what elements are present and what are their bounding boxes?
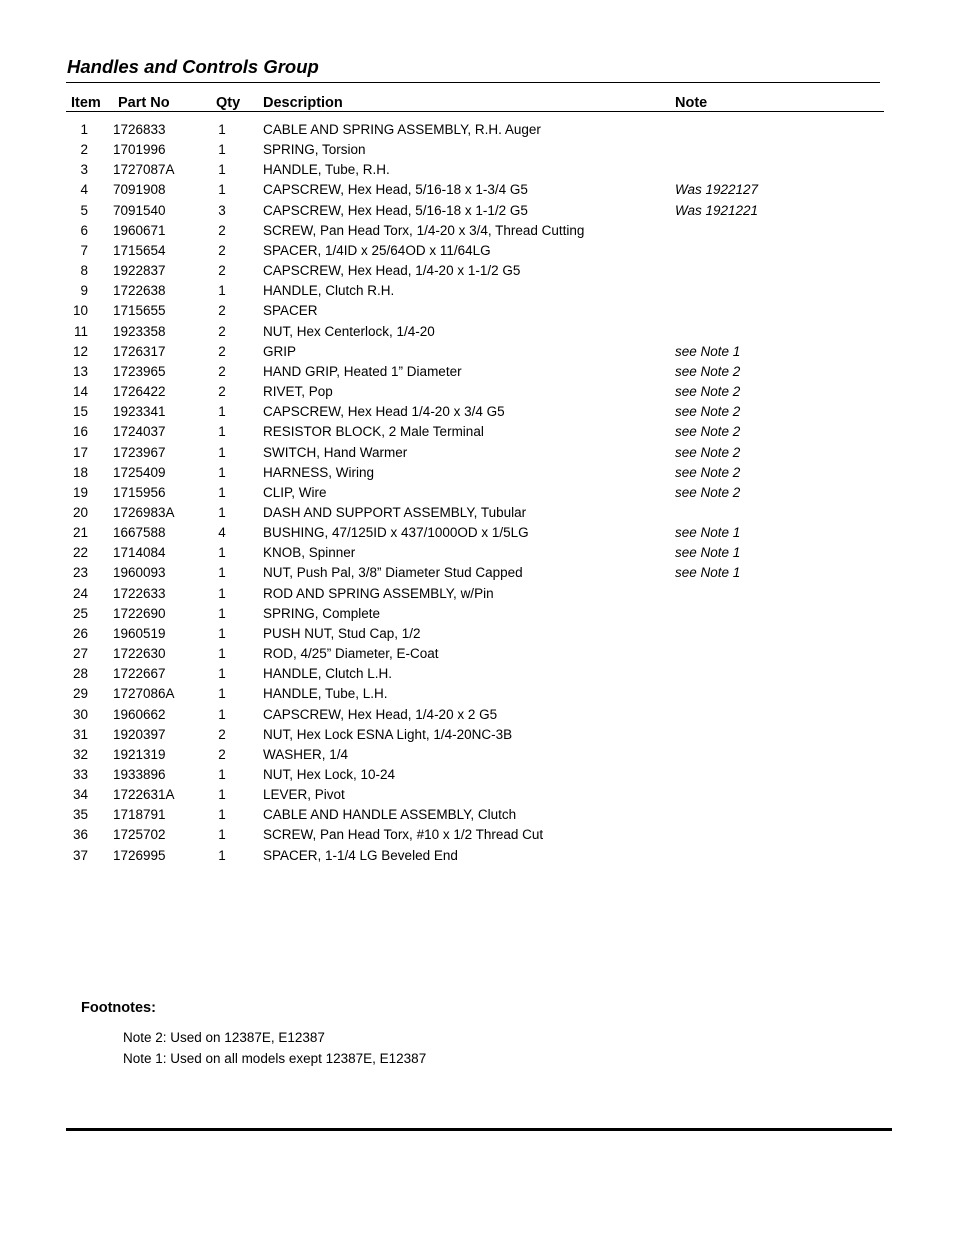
quantity: 2 <box>218 343 226 359</box>
note: see Note 2 <box>675 404 741 420</box>
part-number: 1667588 <box>113 525 166 541</box>
description: ROD AND SPRING ASSEMBLY, w/Pin <box>263 585 494 601</box>
part-number: 1960093 <box>113 565 166 581</box>
table-row <box>0 605 954 625</box>
table-row <box>0 464 954 484</box>
part-number: 1920397 <box>113 726 166 742</box>
item-number: 8 <box>80 263 88 279</box>
item-number: 12 <box>72 343 88 359</box>
quantity: 1 <box>218 404 226 420</box>
quantity: 1 <box>218 706 226 722</box>
header-description: Description <box>263 95 343 111</box>
quantity: 1 <box>218 142 226 158</box>
quantity: 1 <box>218 283 226 299</box>
table-row <box>0 625 954 645</box>
table-row <box>0 766 954 786</box>
footnotes-list <box>123 1027 426 1069</box>
item-number: 31 <box>72 726 88 742</box>
item-number: 22 <box>72 545 88 561</box>
footnote-line: Note 2: Used on 12387E, E12387 <box>123 1030 325 1045</box>
item-number: 10 <box>72 303 88 319</box>
description: PUSH NUT, Stud Cap, 1/2 <box>263 625 421 641</box>
note: see Note 2 <box>675 444 741 460</box>
quantity: 2 <box>218 746 226 762</box>
part-number: 1725409 <box>113 464 166 480</box>
table-row <box>0 746 954 766</box>
description: CABLE AND SPRING ASSEMBLY, R.H. Auger <box>263 122 541 137</box>
item-number: 4 <box>80 182 88 198</box>
part-number: 1960662 <box>113 706 166 722</box>
item-number: 35 <box>72 807 88 823</box>
quantity: 1 <box>218 424 226 440</box>
description: LEVER, Pivot <box>263 787 345 803</box>
footnotes-title: Footnotes: <box>81 1000 156 1016</box>
item-number: 21 <box>72 525 88 541</box>
quantity: 2 <box>218 242 226 258</box>
part-number: 1921319 <box>113 746 166 762</box>
bottom-divider <box>66 1128 892 1131</box>
quantity: 1 <box>218 484 226 500</box>
table-row <box>0 383 954 403</box>
quantity: 2 <box>218 222 226 238</box>
item-number: 9 <box>80 283 88 299</box>
quantity: 3 <box>218 202 226 218</box>
table-row <box>0 343 954 363</box>
part-number: 7091540 <box>113 202 166 218</box>
table-row <box>0 484 954 504</box>
description: RIVET, Pop <box>263 384 333 400</box>
description: BUSHING, 47/125ID x 437/1000OD x 1/5LG <box>263 525 529 541</box>
description: NUT, Hex Centerlock, 1/4-20 <box>263 323 435 339</box>
table-row <box>0 242 954 262</box>
part-number: 1922837 <box>113 263 166 279</box>
part-number: 1722638 <box>113 283 166 299</box>
item-number: 37 <box>72 847 88 863</box>
description: SCREW, Pan Head Torx, 1/4-20 x 3/4, Thread Cutting <box>263 222 585 238</box>
part-number: 1723965 <box>113 363 166 379</box>
part-number: 1727086A <box>113 686 175 702</box>
quantity: 1 <box>218 464 226 480</box>
description: HARNESS, Wiring <box>263 464 375 480</box>
item-number: 34 <box>72 787 88 803</box>
part-number: 1726317 <box>113 343 166 359</box>
part-number: 1726983A <box>113 504 175 520</box>
table-row <box>0 806 954 826</box>
quantity: 1 <box>218 827 226 843</box>
table-row <box>0 585 954 605</box>
part-number: 1726995 <box>113 847 166 863</box>
item-number: 3 <box>80 162 88 178</box>
description: SPACER, 1-1/4 LG Beveled End <box>263 847 458 863</box>
quantity: 1 <box>218 807 226 823</box>
note: Was 1921221 <box>675 202 759 218</box>
note: see Note 2 <box>675 363 741 379</box>
part-number: 1722667 <box>113 666 166 682</box>
table-row <box>0 141 954 161</box>
part-number: 1960671 <box>113 222 166 238</box>
item-number: 36 <box>72 827 88 843</box>
part-number: 1923341 <box>113 404 166 420</box>
table-row <box>0 564 954 584</box>
table-row <box>0 282 954 302</box>
description: RESISTOR BLOCK, 2 Male Terminal <box>263 424 484 440</box>
item-number: 25 <box>72 605 88 621</box>
table-row <box>0 685 954 705</box>
note: Was 1922127 <box>675 182 759 198</box>
description: CLIP, Wire <box>263 484 327 500</box>
part-number: 1701996 <box>113 142 166 158</box>
description: KNOB, Spinner <box>263 545 356 561</box>
item-number: 15 <box>72 404 88 420</box>
table-row <box>0 645 954 665</box>
item-number: 24 <box>72 585 88 601</box>
quantity: 1 <box>218 565 226 581</box>
description: SWITCH, Hand Warmer <box>263 444 408 460</box>
item-number: 13 <box>72 363 88 379</box>
part-number: 1715654 <box>113 242 166 258</box>
part-number: 7091908 <box>113 182 166 198</box>
quantity: 1 <box>218 504 226 520</box>
description: CAPSCREW, Hex Head, 1/4-20 x 1-1/2 G5 <box>263 263 521 279</box>
note: see Note 1 <box>675 525 741 541</box>
item-number: 32 <box>72 746 88 762</box>
part-number: 1725702 <box>113 827 166 843</box>
note: see Note 1 <box>675 545 741 561</box>
description: NUT, Hex Lock, 10-24 <box>263 767 396 782</box>
description: CAPSCREW, Hex Head 1/4-20 x 3/4 G5 <box>263 404 505 420</box>
table-row <box>0 181 954 201</box>
quantity: 1 <box>218 625 226 641</box>
table-row <box>0 544 954 564</box>
quantity: 1 <box>218 162 226 178</box>
title-divider <box>66 82 880 83</box>
part-number: 1722630 <box>113 646 166 662</box>
table-row <box>0 826 954 846</box>
item-number: 33 <box>72 767 88 782</box>
description: SPACER <box>263 303 318 319</box>
note: see Note 1 <box>675 565 741 581</box>
quantity: 2 <box>218 363 226 379</box>
item-number: 18 <box>72 464 88 480</box>
quantity: 2 <box>218 303 226 319</box>
quantity: 2 <box>218 726 226 742</box>
item-number: 1 <box>80 122 88 137</box>
part-number: 1723967 <box>113 444 166 460</box>
quantity: 1 <box>218 585 226 601</box>
table-row <box>0 323 954 343</box>
note: see Note 2 <box>675 484 741 500</box>
description: HANDLE, Tube, L.H. <box>263 686 388 702</box>
footnote-line: Note 1: Used on all models exept 12387E, E12387 <box>123 1051 427 1066</box>
item-number: 28 <box>72 666 88 682</box>
item-number: 7 <box>80 242 88 258</box>
item-number: 20 <box>72 504 88 520</box>
item-number: 23 <box>72 565 88 581</box>
item-number: 2 <box>80 142 88 158</box>
quantity: 1 <box>218 847 226 863</box>
note: see Note 2 <box>675 464 741 480</box>
quantity: 1 <box>218 787 226 803</box>
description: HANDLE, Clutch R.H. <box>263 283 395 299</box>
table-row <box>0 363 954 383</box>
description: NUT, Hex Lock ESNA Light, 1/4-20NC-3B <box>263 726 513 742</box>
table-row <box>0 444 954 464</box>
description: CAPSCREW, Hex Head, 5/16-18 x 1-3/4 G5 <box>263 182 528 198</box>
quantity: 2 <box>218 384 226 400</box>
header-divider <box>66 111 884 112</box>
header-qty: Qty <box>216 95 241 111</box>
description: GRIP <box>263 343 297 359</box>
quantity: 1 <box>218 646 226 662</box>
part-number: 1933896 <box>113 767 166 782</box>
description: SPACER, 1/4ID x 25/64OD x 11/64LG <box>263 242 491 258</box>
part-number: 1724037 <box>113 424 166 440</box>
part-number: 1715655 <box>113 303 166 319</box>
part-number: 1923358 <box>113 323 166 339</box>
note: see Note 2 <box>675 384 741 400</box>
quantity: 2 <box>218 263 226 279</box>
table-row <box>0 161 954 181</box>
table-row <box>0 726 954 746</box>
part-number: 1727087A <box>113 162 175 178</box>
quantity: 2 <box>218 323 226 339</box>
item-number: 16 <box>72 424 88 440</box>
description: HANDLE, Clutch L.H. <box>263 666 393 682</box>
description: SPRING, Complete <box>263 605 381 621</box>
header-item: Item <box>71 95 101 111</box>
page-title: Handles and Controls Group <box>67 56 319 77</box>
description: NUT, Push Pal, 3/8” Diameter Stud Capped <box>263 565 523 581</box>
quantity: 1 <box>218 122 226 137</box>
part-number: 1718791 <box>113 807 166 823</box>
item-number: 26 <box>72 625 88 641</box>
part-number: 1726422 <box>113 384 166 400</box>
quantity: 1 <box>218 605 226 621</box>
header-note: Note <box>675 95 708 111</box>
description: HANDLE, Tube, R.H. <box>263 162 390 178</box>
header-part-no: Part No <box>118 95 170 111</box>
description: HAND GRIP, Heated 1” Diameter <box>263 363 462 379</box>
description: WASHER, 1/4 <box>263 746 349 762</box>
part-number: 1722633 <box>113 585 166 601</box>
note: see Note 1 <box>675 343 741 359</box>
quantity: 1 <box>218 444 226 460</box>
note: see Note 2 <box>675 424 741 440</box>
item-number: 17 <box>72 444 88 460</box>
table-row <box>0 302 954 322</box>
table-row <box>0 786 954 806</box>
item-number: 19 <box>72 484 88 500</box>
description: SPRING, Torsion <box>263 142 366 158</box>
item-number: 11 <box>73 323 88 339</box>
description: CAPSCREW, Hex Head, 1/4-20 x 2 G5 <box>263 706 498 722</box>
part-number: 1715956 <box>113 484 166 500</box>
part-number: 1960519 <box>113 625 166 641</box>
table-row <box>0 665 954 685</box>
part-number: 1726833 <box>113 122 166 137</box>
table-row <box>0 847 954 867</box>
description: CAPSCREW, Hex Head, 5/16-18 x 1-1/2 G5 <box>263 202 528 218</box>
table-row <box>0 423 954 443</box>
part-number: 1722631A <box>113 787 175 803</box>
table-row <box>0 121 954 141</box>
item-number: 6 <box>80 222 88 238</box>
description: ROD, 4/25” Diameter, E-Coat <box>263 646 439 662</box>
table-row <box>0 222 954 242</box>
description: SCREW, Pan Head Torx, #10 x 1/2 Thread Cut <box>263 827 544 843</box>
quantity: 4 <box>218 525 226 541</box>
table-row <box>0 524 954 544</box>
description: DASH AND SUPPORT ASSEMBLY, Tubular <box>263 504 527 520</box>
quantity: 1 <box>218 767 226 782</box>
quantity: 1 <box>218 182 226 198</box>
part-number: 1714084 <box>113 545 166 561</box>
quantity: 1 <box>218 686 226 702</box>
table-row <box>0 504 954 524</box>
item-number: 29 <box>72 686 88 702</box>
item-number: 5 <box>80 202 88 218</box>
item-number: 27 <box>72 646 88 662</box>
quantity: 1 <box>218 545 226 561</box>
quantity: 1 <box>218 666 226 682</box>
table-row <box>0 706 954 726</box>
description: CABLE AND HANDLE ASSEMBLY, Clutch <box>263 807 517 823</box>
table-row <box>0 262 954 282</box>
table-row <box>0 403 954 423</box>
parts-table-body <box>0 121 954 867</box>
table-row <box>0 202 954 222</box>
item-number: 30 <box>72 706 88 722</box>
item-number: 14 <box>72 384 88 400</box>
part-number: 1722690 <box>113 605 166 621</box>
